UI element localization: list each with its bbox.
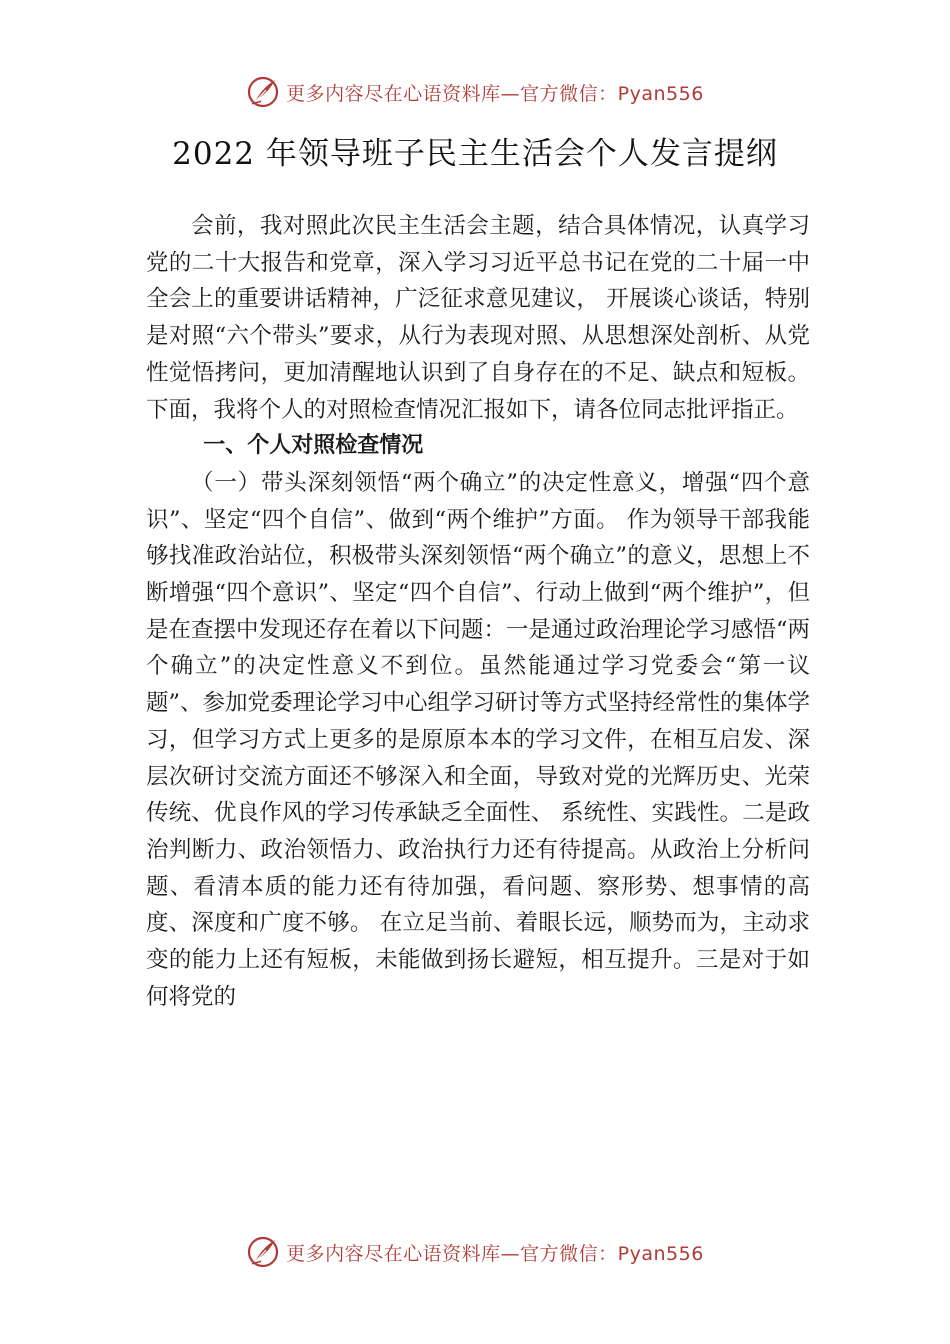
document-title: 2022 年领导班子民主生活会个人发言提纲 [172, 136, 778, 172]
document-body [146, 208, 810, 1015]
intro-paragraph: 会前，我对照此次民主生活会主题，结合具体情况，认真学习党的二十大报告和党章，深入学习习近平总书记在党的二十届一中全会上的重要讲话精神，广泛征求意见建议， 开展谈心谈话，特别是对照“六个带头”要求，从行为表现对照、从思想深处剖析、从党性觉悟拷问，更加清醒地认识到了自身存在的不足、缺点和短板。下面，我将个人的对照检查情况汇报如下，请各位同志批评指正。 [146, 213, 810, 423]
section-paragraph: （一）带头深刻领悟“两个确立”的决定性意义，增强“四个意识”、坚定“四个自信”、做到“两个维护”方面。 作为领导干部我能够找准政治站位，积极带头深刻领悟“两个确立”的意义，思想上不断增强“四个意识”、坚定“四个自信”、行动上做到“两个维护”，但是在查摆中发现还存在着以下问题：一是通过政治理论学习感悟“两个确立”的决定性意义不到位。虽然能通过学习党委会“第一议题”、参加党委理论学习中心组学习研讨等方式坚持经常性的集体学习，但学习方式上更多的是原原本本的学习文件，在相互启发、深层次研讨交流方面还不够深入和全面，导致对党的光辉历史、光荣传统、优良作风的学习传承缺乏全面性、 系统性、实践性。二是政治判断力、政治领悟力、政治执行力还有待提高。从政治上分析问题、看清本质的能力还有待加强，看问题、察形势、想事情的高度、深度和广度不够。 在立足当前、着眼长远，顺势而为，主动求变的能力上还有短板，未能做到扬长避短，相互提升。三是对于如何将党的 [146, 469, 811, 1010]
watermark-banner-bottom [0, 1232, 950, 1272]
quill-pen-logo-icon [246, 75, 280, 109]
watermark-contact: Pyan556 [617, 82, 704, 105]
watermark-contact: Pyan556 [617, 1242, 704, 1265]
section-heading: 一、个人对照检查情况 [203, 433, 424, 459]
watermark-banner-top [0, 72, 950, 112]
watermark-text: 更多内容尽在心语资料库—官方微信：Pyan556 [286, 1242, 704, 1265]
quill-pen-logo-icon [246, 1235, 280, 1269]
watermark-text: 更多内容尽在心语资料库—官方微信：Pyan556 [286, 82, 704, 105]
